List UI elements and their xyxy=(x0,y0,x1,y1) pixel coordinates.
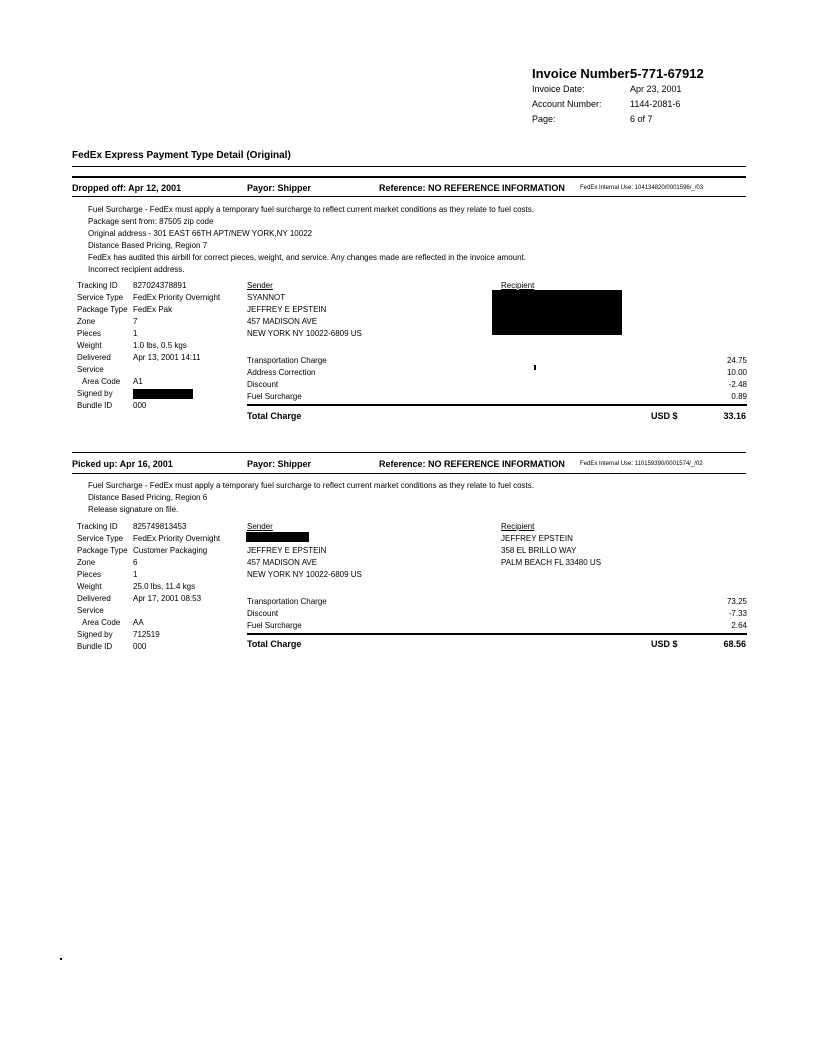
sender-label: Sender xyxy=(247,281,273,290)
detail-label: Service Type xyxy=(77,534,124,543)
detail-value: FedEx Priority Overnight xyxy=(133,534,221,543)
detail-value: 6 xyxy=(133,558,138,567)
divider xyxy=(72,166,746,167)
detail-label: Package Type xyxy=(77,305,128,314)
detail-label: Service Type xyxy=(77,293,124,302)
detail-value: 25.0 lbs, 11.4 kgs xyxy=(133,582,196,591)
detail-value: FedEx Priority Overnight xyxy=(133,293,221,302)
payor: Payor: Shipper xyxy=(247,183,312,193)
sender-line: 457 MADISON AVE xyxy=(247,558,318,567)
charge-amount: 2.64 xyxy=(731,621,747,630)
details-values xyxy=(133,521,220,653)
redaction xyxy=(133,389,193,399)
charge-amount: -2.48 xyxy=(728,380,747,389)
recipient-line: PALM BEACH FL 33480 US xyxy=(501,558,602,567)
detail-label: Service xyxy=(77,365,104,374)
total-divider xyxy=(247,633,747,635)
divider xyxy=(72,176,746,178)
charges-table xyxy=(247,355,747,403)
detail-value xyxy=(133,605,220,617)
detail-label: Tracking ID xyxy=(77,522,118,531)
charge-label: Address Correction xyxy=(247,368,316,377)
detail-label: Signed by xyxy=(77,630,113,639)
note-line: Incorrect recipient address. xyxy=(88,265,185,274)
charge-label: Discount xyxy=(247,380,279,389)
internal-use: FedEx Internal Use: 110159390/0001574/_/02 xyxy=(580,461,703,467)
note-line: Release signature on file. xyxy=(88,505,179,514)
charge-label: Discount xyxy=(247,609,279,618)
sender-block xyxy=(247,280,362,340)
detail-label: Weight xyxy=(77,341,102,350)
detail-label: Weight xyxy=(77,582,102,591)
total-label: Total Charge xyxy=(247,639,302,649)
detail-value: 1 xyxy=(133,570,138,579)
detail-value: 712519 xyxy=(133,630,160,639)
charge-row xyxy=(247,391,747,403)
invoice-number-label: Invoice Number: xyxy=(532,66,634,81)
page-number: 6 of 7 xyxy=(630,114,653,124)
detail-value: Customer Packaging xyxy=(133,546,208,555)
section-title: FedEx Express Payment Type Detail (Original) xyxy=(72,150,291,161)
recipient-label: Recipient xyxy=(501,281,535,290)
internal-use: FedEx Internal Use: 104134820/0001596/_/03 xyxy=(580,185,704,191)
detail-value: 000 xyxy=(133,401,147,410)
charge-amount: 0.89 xyxy=(731,392,747,401)
note-line: FedEx has audited this airbill for correct pieces, weight, and service. Any changes made are reflected in the invoice amount. xyxy=(88,253,527,262)
detail-value: Apr 17, 2001 08:53 xyxy=(133,594,202,603)
detail-label: Delivered xyxy=(77,594,111,603)
total-amount: 68.56 xyxy=(723,639,746,649)
detail-value: FedEx Pak xyxy=(133,305,173,314)
detail-label: Bundle ID xyxy=(77,642,113,651)
sender-line: JEFFREY E EPSTEIN xyxy=(247,305,327,314)
sender-line: NEW YORK NY 10022-6809 US xyxy=(247,329,362,338)
page-label: Page: xyxy=(532,114,556,124)
detail-value xyxy=(133,364,220,376)
notes xyxy=(88,204,534,276)
sender-line: NEW YORK NY 10022-6809 US xyxy=(247,570,362,579)
speck xyxy=(60,958,62,960)
invoice-number: 5-771-67912 xyxy=(630,66,704,81)
detail-value: 1.0 lbs, 0.5 kgs xyxy=(133,341,187,350)
note-line: Distance Based Pricing, Region 7 xyxy=(88,241,208,250)
detail-value: 7 xyxy=(133,317,138,326)
payor: Payor: Shipper xyxy=(247,459,312,469)
detail-value: 000 xyxy=(133,642,147,651)
detail-label: Zone xyxy=(77,317,96,326)
charge-label: Fuel Surcharge xyxy=(247,621,302,630)
sender-label: Sender xyxy=(247,522,273,531)
charge-amount: -7.33 xyxy=(728,609,747,618)
note-line: Original address - 301 EAST 66TH APT/NEW YORK,NY 10022 xyxy=(88,229,313,238)
detail-label: Area Code xyxy=(82,618,121,627)
invoice-date-label: Invoice Date: xyxy=(532,84,585,94)
note-line: Package sent from: 87505 zip code xyxy=(88,217,214,226)
recipient-line: 358 EL BRILLO WAY xyxy=(501,546,577,555)
detail-label: Pieces xyxy=(77,570,102,579)
charge-row xyxy=(247,367,747,379)
total-divider xyxy=(247,404,747,406)
recipient-block xyxy=(501,521,601,569)
total-amount: 33.16 xyxy=(723,411,746,421)
detail-label: Delivered xyxy=(77,353,111,362)
total-label: Total Charge xyxy=(247,411,302,421)
charge-row xyxy=(247,596,747,608)
detail-label: Pieces xyxy=(77,329,102,338)
currency: USD $ xyxy=(651,411,678,421)
detail-value: 825749813453 xyxy=(133,522,187,531)
charge-row xyxy=(247,620,747,632)
shipment-date: Picked up: Apr 16, 2001 xyxy=(72,459,173,469)
charge-amount: 73.25 xyxy=(726,597,747,606)
note-line: Fuel Surcharge - FedEx must apply a temporary fuel surcharge to reflect current market conditions as they relate to fuel costs. xyxy=(88,205,534,214)
sender-line: SYANNOT xyxy=(247,293,286,302)
charge-label: Transportation Charge xyxy=(247,597,327,606)
detail-label: Tracking ID xyxy=(77,281,118,290)
divider xyxy=(72,196,746,197)
detail-label: Area Code xyxy=(82,377,121,386)
note-line: Distance Based Pricing, Region 6 xyxy=(88,493,208,502)
recipient-label: Recipient xyxy=(501,522,535,531)
currency: USD $ xyxy=(651,639,678,649)
redaction xyxy=(492,290,622,335)
detail-label: Service xyxy=(77,606,104,615)
account-number: 1144-2081-6 xyxy=(630,99,681,109)
charge-amount: 10.00 xyxy=(726,368,747,377)
details-labels xyxy=(77,521,128,653)
charge-amount: 24.75 xyxy=(726,356,747,365)
detail-value: AA xyxy=(133,618,144,627)
detail-label: Package Type xyxy=(77,546,128,555)
invoice-date: Apr 23, 2001 xyxy=(630,84,682,94)
shipment-date: Dropped off: Apr 12, 2001 xyxy=(72,183,182,193)
charge-row xyxy=(247,379,747,391)
detail-label: Signed by xyxy=(77,389,113,398)
note-line: Fuel Surcharge - FedEx must apply a temporary fuel surcharge to reflect current market conditions as they relate to fuel costs. xyxy=(88,481,534,490)
reference: Reference: NO REFERENCE INFORMATION xyxy=(379,183,565,193)
reference: Reference: NO REFERENCE INFORMATION xyxy=(379,459,565,469)
charge-label: Fuel Surcharge xyxy=(247,392,302,401)
detail-label: Bundle ID xyxy=(77,401,113,410)
detail-label: Zone xyxy=(77,558,96,567)
charges-table xyxy=(247,596,747,632)
notes xyxy=(88,480,534,516)
redaction xyxy=(246,532,309,542)
divider xyxy=(72,452,746,453)
sender-line: 457 MADISON AVE xyxy=(247,317,318,326)
sender-line: JEFFREY E EPSTEIN xyxy=(247,546,327,555)
detail-value: 1 xyxy=(133,329,138,338)
detail-value: 827024378891 xyxy=(133,281,187,290)
details-labels xyxy=(77,280,128,412)
charge-row xyxy=(247,355,747,367)
invoice-header xyxy=(532,66,762,128)
charge-label: Transportation Charge xyxy=(247,356,327,365)
account-number-label: Account Number: xyxy=(532,99,602,109)
detail-value: A1 xyxy=(133,377,143,386)
recipient-line: JEFFREY EPSTEIN xyxy=(501,534,573,543)
sender-block xyxy=(247,521,362,581)
divider xyxy=(72,473,746,474)
charge-row xyxy=(247,608,747,620)
detail-value: Apr 13, 2001 14:11 xyxy=(133,353,201,362)
